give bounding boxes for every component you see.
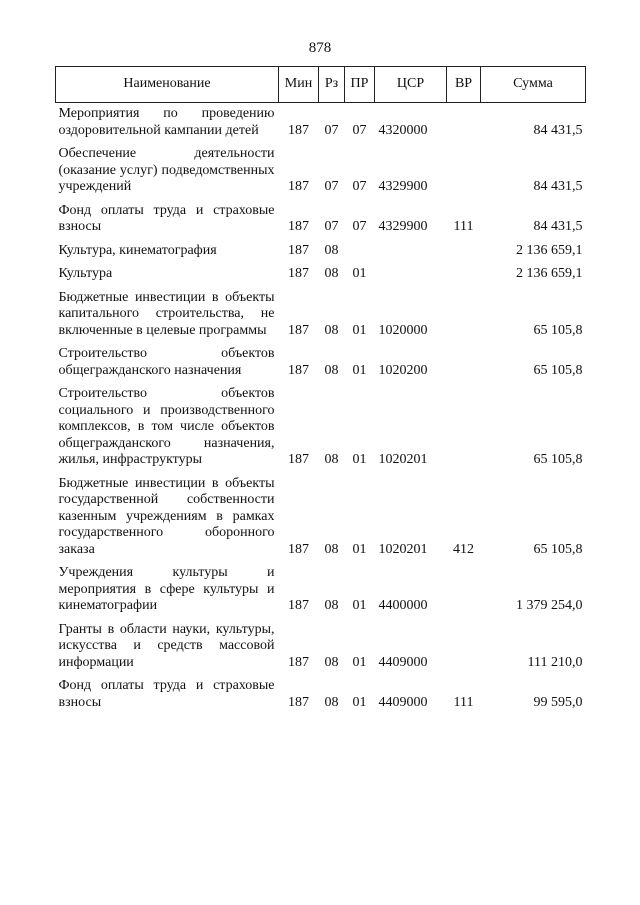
row-min: 187 [288,598,309,613]
header-rz: Рз [319,67,345,103]
row-sum: 84 431,5 [533,122,583,138]
row-rz: 08 [324,266,339,281]
row-min: 187 [288,122,309,138]
row-csr: 1020201 [378,541,428,557]
row-pr: 01 [352,452,367,467]
row-vr [447,619,481,676]
row-sum: 111 210,0 [527,654,583,670]
row-pr: 01 [352,362,367,378]
row-sum: 1 379 254,0 [516,598,583,613]
row-vr [447,343,481,383]
row-sum: 2 136 659,1 [516,266,583,281]
row-csr: 4409000 [378,654,428,670]
header-csr: ЦСР [375,67,447,103]
row-rz: 07 [324,179,339,194]
row-min: 187 [288,654,309,670]
table-row [56,619,586,676]
row-pr: 07 [352,179,367,194]
row-name: Строительство объектов общегражданского назначения [58,346,275,378]
row-sum: 99 595,0 [533,694,583,710]
row-csr: 4329900 [378,219,428,234]
table-row [56,562,586,619]
row-csr: 4329900 [378,179,428,194]
row-csr: 1020000 [378,322,428,338]
row-sum: 84 431,5 [533,219,583,234]
table-row [56,675,586,715]
row-rz: 08 [324,694,339,710]
row-vr [447,263,481,287]
row-name: Бюджетные инвестиции в объекты капитального строительства, не включенные в целевые программы [58,289,275,338]
row-csr: 4400000 [378,598,428,613]
row-sum: 65 105,8 [533,541,583,557]
table-row [56,200,586,240]
header-sum: Сумма [481,67,586,103]
table-row [56,263,586,287]
row-sum: 65 105,8 [533,362,583,378]
row-sum: 2 136 659,1 [516,242,583,258]
row-rz: 07 [324,122,339,138]
row-name: Фонд оплаты труда и страховые взносы [58,202,275,234]
header-name: Наименование [56,67,279,103]
row-pr: 01 [352,541,367,557]
row-name: Культура, кинематография [58,242,217,258]
row-min: 187 [288,219,309,234]
table-row [56,383,586,473]
row-name: Учреждения культуры и мероприятия в сфере культуры и кинематографии [58,565,275,613]
row-min: 187 [288,362,309,378]
row-min: 187 [288,242,309,258]
row-min: 187 [288,266,309,281]
row-pr: 01 [352,322,367,338]
row-name: Мероприятия по проведению оздоровительной кампании детей [58,106,275,138]
row-sum: 65 105,8 [533,322,583,338]
row-csr: 4320000 [378,122,428,138]
row-rz: 08 [324,541,339,557]
row-vr [447,240,481,264]
row-min: 187 [288,322,309,338]
row-vr [447,287,481,344]
row-pr: 07 [352,219,367,234]
table-row [56,343,586,383]
row-rz: 07 [324,219,339,234]
row-vr: 412 [453,541,474,557]
row-min: 187 [288,179,309,194]
row-min: 187 [288,452,309,467]
table-header-row [56,67,586,103]
table-row [56,143,586,200]
row-csr [375,240,447,264]
row-name: Строительство объектов социального и производственного комплексов, в том числе объектов общегражданского назначения, жилья, инфраструктуры [58,386,275,467]
row-min: 187 [288,541,309,557]
row-csr: 4409000 [378,694,428,710]
row-rz: 08 [324,362,339,378]
row-min: 187 [288,694,309,710]
row-pr: 01 [352,598,367,613]
row-csr: 1020201 [378,452,428,467]
row-pr: 01 [352,266,367,281]
page-number: 878 [308,40,332,56]
header-min: Мин [279,67,319,103]
row-rz: 08 [324,322,339,338]
header-vr: ВР [447,67,481,103]
budget-table [55,66,586,715]
row-rz: 08 [324,452,339,467]
table-row [56,473,586,563]
row-pr: 07 [352,122,367,138]
row-vr: 111 [453,219,474,234]
row-pr: 01 [352,694,367,710]
row-vr [447,143,481,200]
row-rz: 08 [324,654,339,670]
table-row [56,103,586,144]
row-name: Фонд оплаты труда и страховые взносы [58,678,275,710]
row-pr: 01 [352,654,367,670]
row-name: Гранты в области науки, культуры, искусства и средств массовой информации [58,621,275,670]
row-vr [447,103,481,144]
row-sum: 65 105,8 [533,452,583,467]
row-pr [345,240,375,264]
table-row [56,240,586,264]
header-pr: ПР [345,67,375,103]
row-name: Бюджетные инвестиции в объекты государственной собственности казенным учреждениям в рамках государственного оборонного заказа [58,475,275,557]
row-vr: 111 [453,694,474,710]
table-row [56,287,586,344]
row-sum: 84 431,5 [533,179,583,194]
row-vr [447,383,481,473]
row-csr: 1020200 [378,362,428,378]
row-rz: 08 [324,598,339,613]
row-csr [375,263,447,287]
row-rz: 08 [324,242,339,258]
row-name: Обеспечение деятельности (оказание услуг) подведомственных учреждений [58,146,275,194]
row-name: Культура [58,266,113,281]
row-vr [447,562,481,619]
